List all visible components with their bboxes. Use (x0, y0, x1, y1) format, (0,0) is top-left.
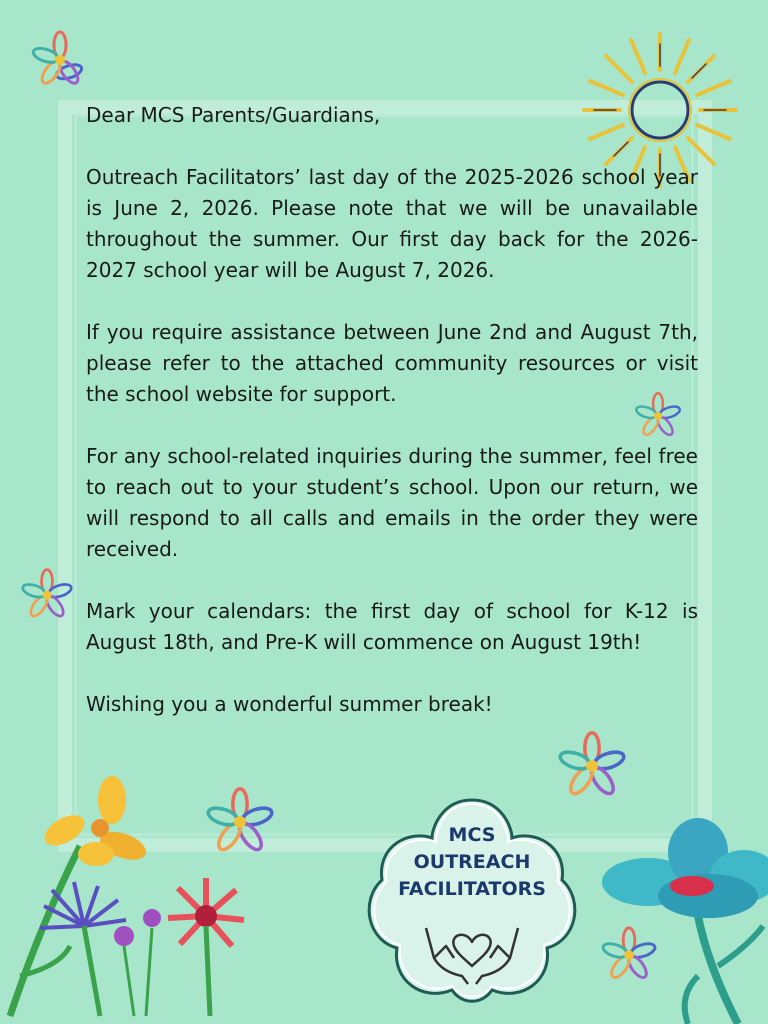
letter-closing: Wishing you a wonderful summer break! (86, 692, 493, 716)
small-flower-icon (18, 566, 76, 624)
letter-paragraph: Mark your calendars: the first day of school for K-12 is August 18th, and Pre-K will commence on August 19th! (86, 599, 698, 654)
garden-flowers-icon (0, 776, 270, 1024)
small-flower-icon (28, 28, 92, 92)
logo-text (362, 822, 582, 903)
letter-body (86, 100, 698, 751)
letter-paragraph: For any school-related inquiries during the summer, feel free to reach out to your student’s school. Upon our return, we will respond to all calls and emails in the order they were received. (86, 444, 698, 561)
teal-flower-icon (598, 816, 768, 1024)
logo-line-mcs: MCS (448, 824, 496, 846)
letter-paragraph: Outreach Facilitators’ last day of the 2025-2026 school year is June 2, 2026. Please note that we will be unavailable throughout the summer. Our first day back for the 2026-2027 school year will be August 7, 2026. (86, 165, 698, 282)
letter-paragraph: If you require assistance between June 2nd and August 7th, please refer to the attached community resources or visit the school website for support. (86, 320, 698, 406)
logo-line-facilitators: FACILITATORS (398, 878, 546, 900)
logo-line-outreach: OUTREACH (413, 851, 531, 873)
letter-greeting: Dear MCS Parents/Guardians, (86, 103, 381, 127)
